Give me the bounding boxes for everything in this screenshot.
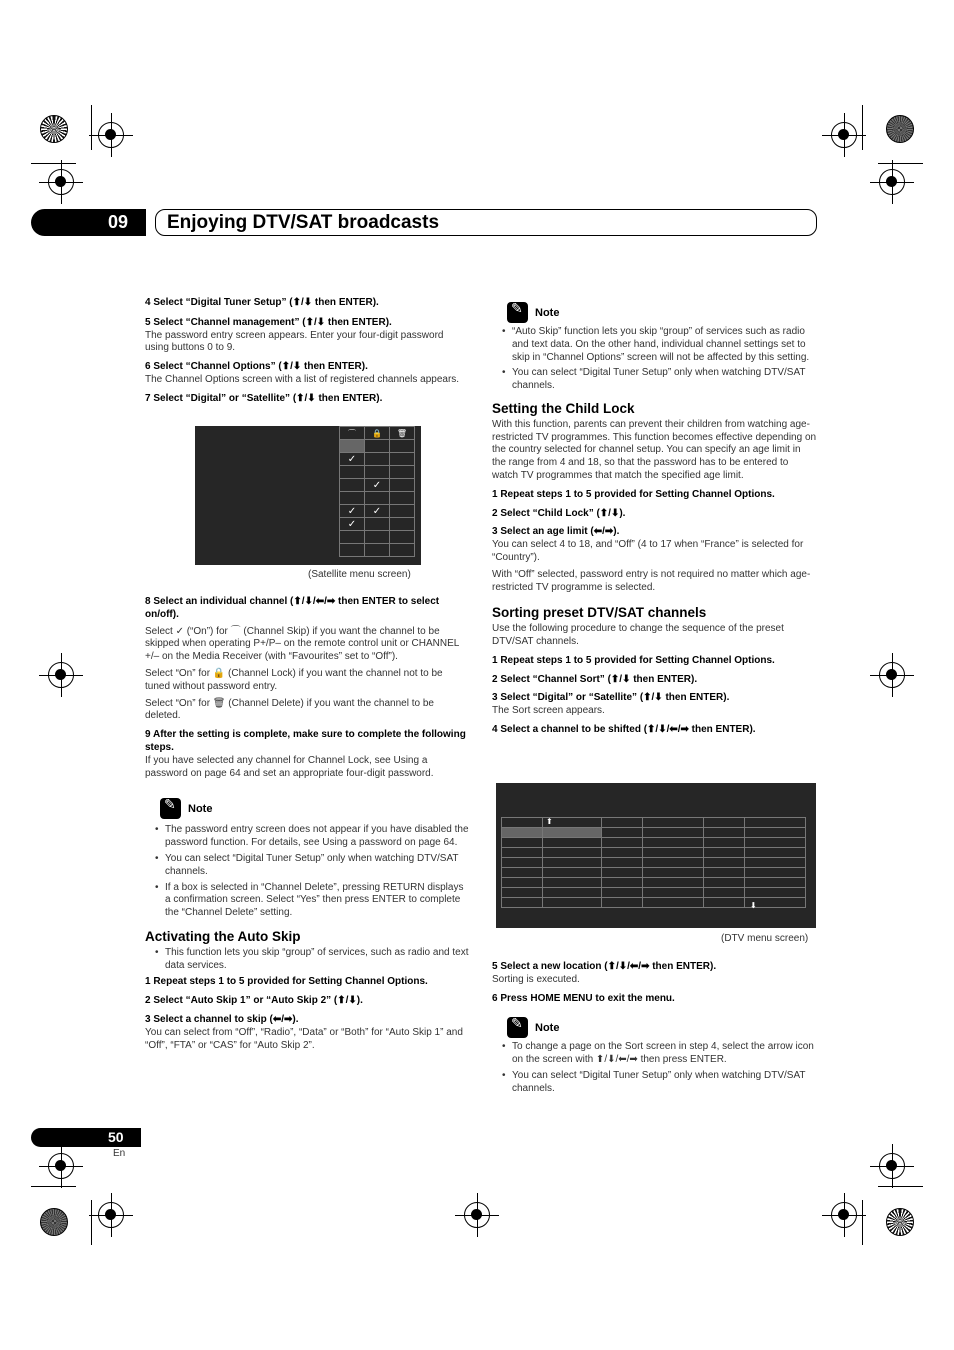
sort-cell[interactable]	[602, 828, 643, 838]
dtv-menu-screen	[496, 783, 816, 928]
channel-checkbox[interactable]	[365, 440, 390, 453]
sort-cell[interactable]	[704, 828, 745, 838]
sort-cell[interactable]	[543, 838, 602, 848]
crosshair-icon	[48, 169, 74, 195]
channel-checkbox[interactable]	[365, 492, 390, 505]
channel-row[interactable]	[340, 466, 415, 479]
left-column	[145, 297, 470, 406]
note-item: • “Auto Skip” function lets you skip “group” of services such as radio and text data. On the other hand, individual channel settings set to skip in “Channel Options” screen will not be affected by this setting.	[502, 326, 817, 364]
note-pencil-icon	[507, 1017, 528, 1038]
sort-cell[interactable]	[745, 848, 806, 858]
sort-cell[interactable]	[502, 888, 543, 898]
step-6: 6 Select “Channel Options” (⬆/⬇ then ENTER).	[145, 361, 368, 373]
crosshair-icon	[98, 1202, 124, 1228]
step-9-body: If you have selected any channel for Channel Lock, see Using a password on page 64 and set an appropriate four-digit password.	[145, 754, 434, 779]
sort-cell[interactable]	[643, 888, 704, 898]
auto-skip-step-2: 2 Select “Auto Skip 1” or “Auto Skip 2” (⬆/⬇).	[145, 995, 363, 1007]
sort-step-3-body: The Sort screen appears.	[492, 705, 605, 717]
step-8: 8 Select an individual channel (⬆/⬇/⬅/➡ then ENTER to select on/off).	[145, 596, 440, 620]
sort-cell[interactable]	[602, 878, 643, 888]
sort-cell[interactable]	[502, 818, 543, 828]
satellite-menu-screen	[195, 426, 421, 565]
note-label: Note	[535, 1022, 560, 1035]
channel-checkbox[interactable]	[365, 466, 390, 479]
sort-cell[interactable]	[643, 868, 704, 878]
child-lock-step-1: 1 Repeat steps 1 to 5 provided for Setting Channel Options.	[492, 488, 775, 500]
channel-row[interactable]	[340, 492, 415, 505]
crop-mark	[862, 105, 863, 150]
channel-row[interactable]	[340, 518, 415, 531]
step-4: 4 Select “Digital Tuner Setup” (⬆/⬇ then ENTER).	[145, 297, 379, 308]
auto-skip-heading: Activating the Auto Skip	[145, 928, 301, 944]
crop-mark	[91, 1200, 92, 1245]
step-7: 7 Select “Digital” or “Satellite” (⬆/⬇ then ENTER).	[145, 392, 383, 404]
sort-cell[interactable]	[704, 898, 745, 908]
note-list	[502, 1041, 817, 1095]
crosshair-icon	[879, 169, 905, 195]
page-tab	[31, 1128, 141, 1147]
channel-checkbox[interactable]	[365, 544, 390, 557]
sort-cell[interactable]	[745, 888, 806, 898]
sort-cell[interactable]	[745, 818, 806, 828]
registration-wheel-icon	[886, 115, 914, 143]
sort-cell[interactable]	[643, 818, 704, 828]
sort-cell[interactable]	[745, 828, 806, 838]
note-item: • If a box is selected in “Channel Delete”, pressing RETURN displays a confirmation screen. Select “Yes” then press ENTER to complete the “Channel Delete” setting.	[155, 882, 470, 920]
channel-checkbox[interactable]: ✓	[365, 505, 390, 518]
channel-row[interactable]	[340, 544, 415, 557]
crosshair-icon	[831, 1202, 857, 1228]
sort-step-2: 2 Select “Channel Sort” (⬆/⬇ then ENTER).	[492, 673, 698, 685]
sort-cell[interactable]	[643, 828, 704, 838]
sort-cell[interactable]	[502, 848, 543, 858]
channel-checkbox[interactable]	[365, 531, 390, 544]
chapter-number: 09	[108, 212, 129, 232]
right-column-lower	[492, 961, 817, 1099]
sort-step-5: 5 Select a new location (⬆/⬇/⬅/➡ then ENTER).	[492, 961, 717, 972]
language-code: En	[113, 1148, 126, 1159]
channel-checkbox[interactable]	[390, 518, 415, 531]
sort-cell[interactable]	[543, 868, 602, 878]
channel-checkbox[interactable]	[340, 492, 365, 505]
sort-cell[interactable]	[543, 848, 602, 858]
column-icon: ⌒	[340, 427, 365, 440]
crop-mark	[91, 105, 92, 150]
sort-cell[interactable]	[502, 838, 543, 848]
crop-mark	[31, 1186, 76, 1187]
satellite-caption: (Satellite menu screen)	[308, 569, 411, 580]
sort-cell[interactable]	[502, 898, 543, 908]
registration-wheel-icon	[886, 1208, 914, 1236]
channel-checkbox[interactable]	[340, 440, 365, 453]
note-pencil-icon	[160, 798, 181, 819]
crop-mark	[878, 163, 923, 164]
column-icon: 🗑	[390, 427, 415, 440]
sort-cell[interactable]	[543, 878, 602, 888]
sort-cell[interactable]	[502, 858, 543, 868]
crosshair-icon	[879, 1153, 905, 1179]
sort-body: Use the following procedure to change the sequence of the preset DTV/SAT channels.	[492, 623, 784, 647]
sort-cell[interactable]	[643, 878, 704, 888]
grid-header-row	[340, 427, 415, 440]
child-lock-step-3: 3 Select an age limit (⬅/➡).	[492, 526, 620, 538]
channel-checkbox[interactable]	[390, 544, 415, 557]
channel-row[interactable]	[340, 505, 415, 518]
sort-step-1: 1 Repeat steps 1 to 5 provided for Setting Channel Options.	[492, 654, 775, 666]
step-8-delete: Select “On” for 🗑 (Channel Delete) if you want the channel to be deleted.	[145, 697, 434, 722]
sort-cell[interactable]	[543, 888, 602, 898]
note-item: • You can select “Digital Tuner Setup” only when watching DTV/SAT channels.	[502, 367, 817, 393]
sort-row[interactable]	[502, 888, 806, 898]
step-5-body: The password entry screen appears. Enter your four-digit password using buttons 0 to 9.	[145, 329, 444, 354]
sort-row[interactable]	[502, 828, 806, 838]
step-8-lock: Select “On” for 🔒 (Channel Lock) if you want the channel not to be tuned without password entry.	[145, 667, 443, 692]
sort-cell[interactable]	[704, 848, 745, 858]
channel-checkbox[interactable]	[390, 466, 415, 479]
note-item: • You can select “Digital Tuner Setup” only when watching DTV/SAT channels.	[502, 1070, 817, 1096]
sort-row[interactable]	[502, 868, 806, 878]
page-title: Enjoying DTV/SAT broadcasts	[167, 212, 440, 233]
channel-checkbox[interactable]	[340, 466, 365, 479]
crop-mark	[31, 163, 76, 164]
sort-cell[interactable]	[704, 838, 745, 848]
note-pencil-icon	[507, 302, 528, 323]
child-lock-step-3-off: With “Off” selected, password entry is not required no matter which age-restricted TV programme is selected.	[492, 568, 811, 593]
sort-cell[interactable]	[602, 838, 643, 848]
crosshair-icon	[48, 1153, 74, 1179]
child-lock-body: With this function, parents can prevent their children from watching age-restricted TV programmes. This function becomes effective depending on the country selected for channel setup. You can specify an age limit in the range from 4 and 18, so that the password has to be entered to watch TV programmes that match the specified age limit.	[492, 418, 817, 481]
sort-row[interactable]	[502, 848, 806, 858]
auto-skip-bullet: • This function lets you skip “group” of services, such as radio and text data services.	[155, 947, 470, 973]
sort-cell[interactable]	[704, 888, 745, 898]
channel-row[interactable]	[340, 453, 415, 466]
auto-skip-step-3-body: You can select from “Off”, “Radio”, “Data” or “Both” for “Auto Skip 1” and “Off”, “FTA” or “CAS” for “Auto Skip 2”.	[145, 1026, 463, 1051]
right-column	[492, 302, 817, 737]
sort-cell[interactable]	[602, 868, 643, 878]
sort-cell[interactable]	[502, 878, 543, 888]
note-block	[507, 302, 817, 393]
sort-cell[interactable]	[745, 868, 806, 878]
note-block	[507, 1017, 817, 1095]
channel-checkbox[interactable]	[390, 505, 415, 518]
crop-mark	[878, 1186, 923, 1187]
sort-grid	[501, 817, 806, 908]
sort-cell[interactable]	[745, 838, 806, 848]
child-lock-step-3-body: You can select 4 to 18, and “Off” (4 to 17 when “France” is selected for “Country”).	[492, 539, 804, 563]
down-arrow-icon[interactable]: ⬇	[750, 901, 757, 910]
crosshair-icon	[831, 122, 857, 148]
note-label: Note	[188, 803, 213, 816]
channel-checkbox[interactable]: ✓	[340, 505, 365, 518]
channel-checkbox[interactable]	[365, 518, 390, 531]
sort-cell[interactable]	[543, 828, 602, 838]
note-item: • To change a page on the Sort screen in step 4, select the arrow icon on the screen with ⬆/⬇/⬅/➡ then press ENTER.	[502, 1041, 817, 1067]
left-column-lower	[145, 596, 470, 1052]
sort-cell[interactable]	[602, 898, 643, 908]
channel-checkbox[interactable]	[390, 479, 415, 492]
crosshair-icon	[48, 662, 74, 688]
sort-heading: Sorting preset DTV/SAT channels	[492, 605, 707, 621]
sort-cell[interactable]	[745, 878, 806, 888]
auto-skip-step-1: 1 Repeat steps 1 to 5 provided for Setting Channel Options.	[145, 976, 428, 988]
up-arrow-icon[interactable]: ⬆	[546, 817, 553, 826]
sort-cell[interactable]	[704, 818, 745, 828]
crosshair-icon	[879, 662, 905, 688]
note-header	[507, 302, 817, 324]
sort-step-4: 4 Select a channel to be shifted (⬆/⬇/⬅/➡ then ENTER).	[492, 723, 756, 735]
sort-cell[interactable]	[602, 818, 643, 828]
channel-checkbox[interactable]	[340, 531, 365, 544]
sort-cell[interactable]	[602, 858, 643, 868]
note-list	[155, 824, 470, 920]
auto-skip-step-3: 3 Select a channel to skip (⬅/➡).	[145, 1013, 299, 1025]
channel-checkbox[interactable]	[340, 479, 365, 492]
channel-checkbox[interactable]	[340, 544, 365, 557]
channel-row[interactable]	[340, 479, 415, 492]
channel-checkbox[interactable]: ✓	[365, 479, 390, 492]
sort-cell[interactable]	[502, 868, 543, 878]
page-number: 50	[108, 1129, 124, 1145]
sort-step-5-body: Sorting is executed.	[492, 973, 580, 985]
crosshair-icon	[464, 1202, 490, 1228]
note-header	[160, 798, 470, 820]
crosshair-icon	[98, 122, 124, 148]
step-5: 5 Select “Channel management” (⬆/⬇ then ENTER).	[145, 316, 392, 328]
sort-cell[interactable]	[543, 898, 602, 908]
sort-cell[interactable]	[704, 858, 745, 868]
sort-step-3: 3 Select “Digital” or “Satellite” (⬆/⬇ then ENTER).	[492, 692, 730, 704]
sort-cell[interactable]	[543, 818, 602, 828]
crop-mark	[862, 1200, 863, 1245]
note-header	[507, 1017, 817, 1039]
channel-checkbox[interactable]	[390, 492, 415, 505]
note-block	[160, 798, 470, 920]
sort-cell[interactable]	[543, 858, 602, 868]
step-6-body: The Channel Options screen with a list of registered channels appears.	[145, 373, 460, 385]
sort-cell[interactable]	[643, 838, 704, 848]
sort-cell[interactable]	[704, 868, 745, 878]
channel-checkbox[interactable]: ✓	[340, 518, 365, 531]
note-item: • The password entry screen does not appear if you have disabled the password function. For details, see Using a password on page 64.	[155, 824, 470, 850]
sort-row[interactable]	[502, 818, 806, 828]
child-lock-heading: Setting the Child Lock	[492, 400, 635, 416]
channel-checkbox[interactable]	[365, 453, 390, 466]
sort-row[interactable]	[502, 838, 806, 848]
channel-checkbox[interactable]	[390, 453, 415, 466]
sort-row[interactable]	[502, 898, 806, 908]
sort-cell[interactable]	[602, 888, 643, 898]
sort-step-6: 6 Press HOME MENU to exit the menu.	[492, 992, 675, 1004]
channel-checkbox[interactable]	[390, 440, 415, 453]
channel-row[interactable]	[340, 440, 415, 453]
registration-wheel-icon	[40, 115, 68, 143]
sort-cell[interactable]	[643, 898, 704, 908]
sort-cell[interactable]	[602, 848, 643, 858]
note-label: Note	[535, 307, 560, 319]
sort-row[interactable]	[502, 878, 806, 888]
sort-cell[interactable]	[643, 848, 704, 858]
channel-checkbox[interactable]	[390, 531, 415, 544]
sort-row[interactable]	[502, 858, 806, 868]
sort-cell[interactable]	[502, 828, 543, 838]
sort-cell[interactable]	[643, 858, 704, 868]
registration-wheel-icon	[40, 1208, 68, 1236]
auto-skip-list	[155, 947, 470, 973]
channel-checkbox[interactable]: ✓	[340, 453, 365, 466]
column-icon: 🔒	[365, 427, 390, 440]
note-item: • You can select “Digital Tuner Setup” only when watching DTV/SAT channels.	[155, 853, 470, 879]
channel-options-grid	[339, 426, 415, 557]
step-8-skip: Select ✓ (“On”) for ⌒ (Channel Skip) if you want the channel to be skipped when operating P+/P– on the remote control unit or CHANNEL +/– on the Media Receiver (with “Favourites” set to “Off”).	[145, 625, 459, 663]
dtv-caption: (DTV menu screen)	[721, 933, 809, 944]
step-9: 9 After the setting is complete, make sure to complete the following steps.	[145, 729, 466, 753]
sort-cell[interactable]	[745, 858, 806, 868]
note-list	[502, 326, 817, 393]
sort-cell[interactable]	[704, 878, 745, 888]
channel-row[interactable]	[340, 531, 415, 544]
child-lock-step-2: 2 Select “Child Lock” (⬆/⬇).	[492, 507, 626, 519]
